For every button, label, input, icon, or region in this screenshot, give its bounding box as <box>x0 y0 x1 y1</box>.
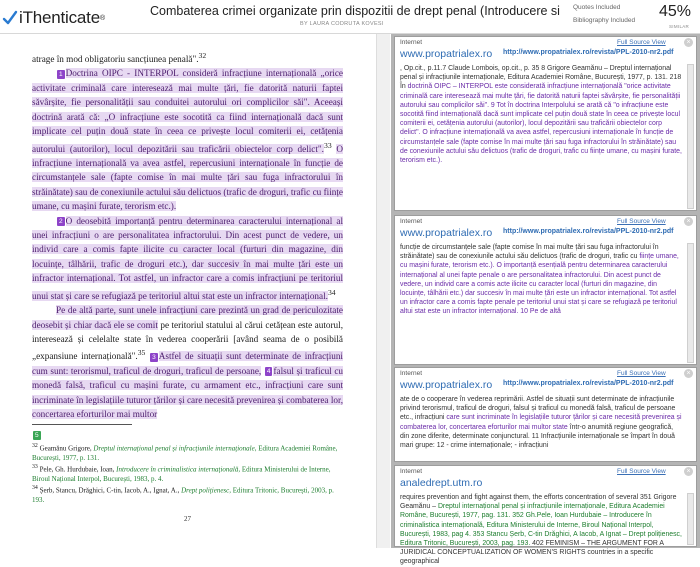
match-marker[interactable]: 1 <box>59 70 63 78</box>
footnote: $^{34}$ Șerb, Stancu, Drăghici, C-tin, Iacob, A., Ignat, A., Drept polițienesc, Editura Tritonic, București, 2003, p. 193. <box>32 485 334 505</box>
source-url[interactable]: http://www.propatrialex.ro/revista/PPL-2010-nr2.pdf <box>503 49 674 56</box>
full-source-view-link[interactable]: Full Source View <box>617 468 666 475</box>
matched-text[interactable]: O infracțiune internațională va avea astfel, repercusiuni internaționale în funcție de circumstanțele sale (fapte comise în mai multe țări sau fuga infractorului în străinătate) sau de conexiunile actului său delictuos (trafic de droguri, trafic cu ființe umane, cu mașini furate, terorism etc.). <box>32 143 343 212</box>
source-domain[interactable]: www.propatrialex.ro <box>400 48 493 60</box>
source-category: Internet <box>400 468 423 475</box>
full-source-view-link[interactable]: Full Source View <box>617 370 666 377</box>
footnote: $^{33}$ Pele, Gh. Hurdubaie, Ioan, Introducere în criminalistica internațională, Editura Ministerului de Interne, Biroul Național Interpol, București, 1983, p. 4. <box>32 464 331 483</box>
match-marker[interactable]: 2 <box>59 217 63 225</box>
source-card[interactable] <box>394 36 697 211</box>
similarity-label: SIMILAR <box>669 24 690 29</box>
matched-text[interactable]: falsul și traficul cu monedă falsă, traficul cu mașini furate, cu armament etc., infracțiuni care sunt incriminate în legislațiile tuturor țărilor și care necesită prevenirea și combaterea lor, concertarea eforturilor mai multor <box>32 365 344 419</box>
source-domain[interactable]: www.propatrialex.ro <box>400 227 493 239</box>
matched-text[interactable]: O deosebită importanță pentru determinarea caracterului internațional al unei infracțiuni o are personalitatea infractorului. Din acest punct de vedere, un individ care a comis fapte ilicite cu caracter local (furturi din magazine, din locuințe, tâlhării, trafic de droguri etc.), dar succesiv în mai multe țări este un infractor internațional. Tot astfel, un infractor care a comis infracțiuni pe teritoriul unui stat și care se refugiază pe teritoriul altui stat este un infractor internațional. <box>32 215 343 301</box>
header-bar <box>0 0 700 34</box>
source-excerpt: funcție de circumstanțele sale (fapte comise în mai multe țări sau fuga infractorului în străinătate) sau de conexiunile actului său delictuos (trafic de droguri, trafic cu ființe umane, cu mașini furate, terorism etc.). O importanță esențială pentru determinarea caracterului internațional al unei fapte penale o are personalitatea infractorului. Din acest punct de vedere, un individ care a comis acte ilicite cu caracter local (furturi din magazine, din locuințe, tâlhării etc.) dar succesiv în mai multe țări este un infractor internațional. Tot astfel un infractor care a comis fapte penale pe teritoriul unui stat și care se refugiază pe teritoriul altui stat este un infractor internațional. 10 Pe de altă <box>400 244 679 316</box>
quotes-included-status[interactable]: Quotes Included <box>573 4 621 11</box>
document-title: Combaterea crimei organizate prin dispozitii de drept penal (Introducere si <box>150 4 560 18</box>
matched-text[interactable]: Pe de altă parte, sunt unele infracțiuni care prezintă un grad de periculozitate deosebit și chiar dacă ele se comit <box>32 305 343 330</box>
close-icon[interactable]: × <box>684 38 693 47</box>
source-excerpt: , Op.cit., p.11.7 Claude Lombois, op.cit., p. 35 8 Grigore Geamănu – Dreptul internațional penal și infracțiunile internaționale, Editura Academiei Române, București, 1977, p. 131. 218 În doctrină OIPC – INTERPOL este considerată infracțiune internațională "orice activitate criminală care interesează mai multe țări, fie datorită naturii faptei săvârșite, fie personalității autorului sau complicilor săi". 9 Tot în doctrina Interpolului se arată că "o infracțiune este socotită fiind internațională dacă sunt implicate cel puțin două state în ceea ce privește locul comiterii ei, cetățenia autorului (autorilor), locul depozitării sau traficării obiectelor corp delict". O infracțiune internațională va avea astfel, repercusiuni internaționale în funcție de circumstanțele sale (fapte comise în mai multe țări sau fuga infractorului în străinătate) sau de conexiunile actului său delictuos (trafic de droguri, trafic cu ființe umane, cu mașini furate, terorism etc.). <box>400 65 682 165</box>
document-pane <box>0 34 390 548</box>
doc-paragraph: Pe de altă parte, sunt unele infracțiuni care prezintă un grad de periculozitate deosebit și chiar dacă ele se comit pe teritoriul statului al cărui cetățean este autorul, interesează și celelalte state în vederea cooperării [având seama de o posibilă „expansiune internațională".$^{35}$ 3 Astfel de situații sunt determinate de infracțiuni cum sunt: terorismul, traficul de droguri, traficul de persoane, 4 falsul și traficul cu monedă falsă, traficul cu mașini furate, cu armament etc., infracțiuni care sunt incriminate în legislațiile tuturor țărilor și care necesită prevenirea și combaterea lor, concertarea eforturilor mai multor <box>32 305 344 419</box>
document-body <box>32 49 343 506</box>
footnote: $^{32}$ Geamănu Grigore, Dreptul internațional penal și infracțiunile internaționale, Editura Academiei Române, București, 1977, p. 131. <box>32 442 338 462</box>
bibliography-included-status[interactable]: Bibliography Included <box>573 17 636 24</box>
doc-paragraph: atrage în mod obligatoriu sancțiunea penală".$^{32}$ <box>32 51 207 65</box>
close-icon[interactable]: × <box>684 369 693 378</box>
source-card[interactable] <box>394 465 697 566</box>
full-source-view-link[interactable]: Full Source View <box>617 218 666 225</box>
source-category: Internet <box>400 218 423 225</box>
full-source-view-link[interactable]: Full Source View <box>617 39 666 46</box>
matched-text[interactable]: Doctrina OIPC - INTERPOL consideră infracțiune internațională „orice activitate criminală care interesează mai multe țări, fie datorită naturii faptei săvârșite, fie personalității sau conduitei autorului ori complicilor săi". Aceeași doctrină arată că: „O infracțiune este socotită ca fiind internațională dacă sunt implicate cel puțin două state în ceea ce privește locul comiterii ei, cetățenia autorului (autorilor), locul depozitării sau traficării obiectelor corp delict". <box>32 68 343 154</box>
page-number: 27 <box>184 515 191 523</box>
logo-registered-mark: ® <box>99 14 106 22</box>
source-excerpt: ate de o cooperare în vederea reprimării. Astfel de situații sunt determinate de infracțiunile privind terorismul, traficul de droguri, falsul și traficul cu monedă falsă, traficul de persoane etc., infracțiuni care sunt incriminate în legislațiile tuturor țărilor și care necesită prevenirea și combaterea lor, concertarea eforturilor mai multor state într-o anumită regiune geografică, din zone diferite, determinate conjunctural. 11 Infracțiunile internaționale se împart în două mari grupe: 12 - crime internaționale; - infracțiuni <box>400 396 682 450</box>
source-domain[interactable]: www.propatrialex.ro <box>400 379 493 391</box>
ithenticate-logo[interactable] <box>3 7 105 29</box>
source-excerpt: requires prevention and fight against them, the efforts concentration of several 351 Grigore Geamănu – Dreptul internațional penal și infracțiunile internaționale, Editura Academiei Române, București, 1977, pag. 131. 352 Gh.Pele, Ioan Hurdubaie – Introducere în criminalistica internațională, Editura Ministerului de Interne, Biroul Național Interpol, București, 1983, pag 4. 353 Stancu Șerb, C-tin Drăghici, A Iacob, A Ignat – Drept polițienesc, Editura Tritonic, București, 2003, pag. 193. 402 FEMINISM – THE ARGUMENT FOR A JURIDICAL CONCEPTUALIZATION OF WOMEN'S RIGHTS countries in a specific geographical <box>400 494 682 566</box>
doc-paragraph: 1 Doctrina OIPC - INTERPOL consideră infracțiune internațională „orice activitate criminală care interesează mai multe țări, fie datorită naturii faptei săvârșite, fie personalității sau conduitei autorului ori complicilor săi". Aceeași doctrină arată că: „O infracțiune este socotită ca fiind internațională dacă sunt implicate cel puțin două state în ceea ce privește locul comiterii ei, cetățenia autorului (autorilor), locul depozitării sau traficării obiectelor corp delict".$^{33}$ O infracțiune internațională va avea astfel, repercusiuni internaționale în funcție de circumstanțele sale (fapte comise în mai multe țări sau fuga infractorului în străinătate) sau de conexiunile actului său delictuos (trafic de droguri, trafic cu ființe umane, cu mașini furate, terorism etc.). <box>32 68 343 212</box>
source-card[interactable] <box>394 215 697 365</box>
source-url[interactable]: http://www.propatrialex.ro/revista/PPL-2010-nr2.pdf <box>503 228 674 235</box>
source-category: Internet <box>400 39 423 46</box>
logo-text: iThenticate <box>19 8 100 27</box>
checkmark-icon <box>3 10 17 26</box>
footnote-separator <box>32 424 132 425</box>
card-scrollbar[interactable] <box>687 493 694 545</box>
sources-pane <box>391 34 700 566</box>
source-domain[interactable]: analedrept.utm.ro <box>400 477 483 489</box>
close-icon[interactable]: × <box>684 217 693 226</box>
source-category: Internet <box>400 370 423 377</box>
card-scrollbar[interactable] <box>687 64 694 209</box>
card-scrollbar[interactable] <box>687 243 694 363</box>
similarity-score: 45% <box>659 3 692 20</box>
match-marker[interactable]: 5 <box>35 431 39 439</box>
close-icon[interactable]: × <box>684 467 693 476</box>
source-card[interactable] <box>394 367 697 462</box>
document-scrollbar[interactable] <box>376 34 390 548</box>
match-marker[interactable]: 3 <box>152 353 156 361</box>
match-marker[interactable]: 4 <box>266 368 271 376</box>
document-author: BY LAURA CODRUTA KOVESI <box>300 21 384 27</box>
source-url[interactable]: http://www.propatrialex.ro/revista/PPL-2010-nr2.pdf <box>503 380 674 387</box>
matched-text[interactable]: Astfel de situații sunt determinate de infracțiuni cum sunt: terorismul, traficul de droguri, traficul de persoane, <box>32 351 343 376</box>
doc-paragraph: 2 O deosebită importanță pentru determinarea caracterului internațional al unei infracțiuni o are personalitatea infractorului. Din acest punct de vedere, un individ care a comis fapte ilicite cu caracter local (furturi din magazine, din locuințe, tâlhării, trafic de droguri etc.), dar succesiv în mai multe țări este un infractor internațional. Tot astfel, un infractor care a comis infracțiuni pe teritoriul unui stat și care se refugiază pe teritoriul altui stat este un infractor internațional.$^{34}$ <box>32 215 343 301</box>
